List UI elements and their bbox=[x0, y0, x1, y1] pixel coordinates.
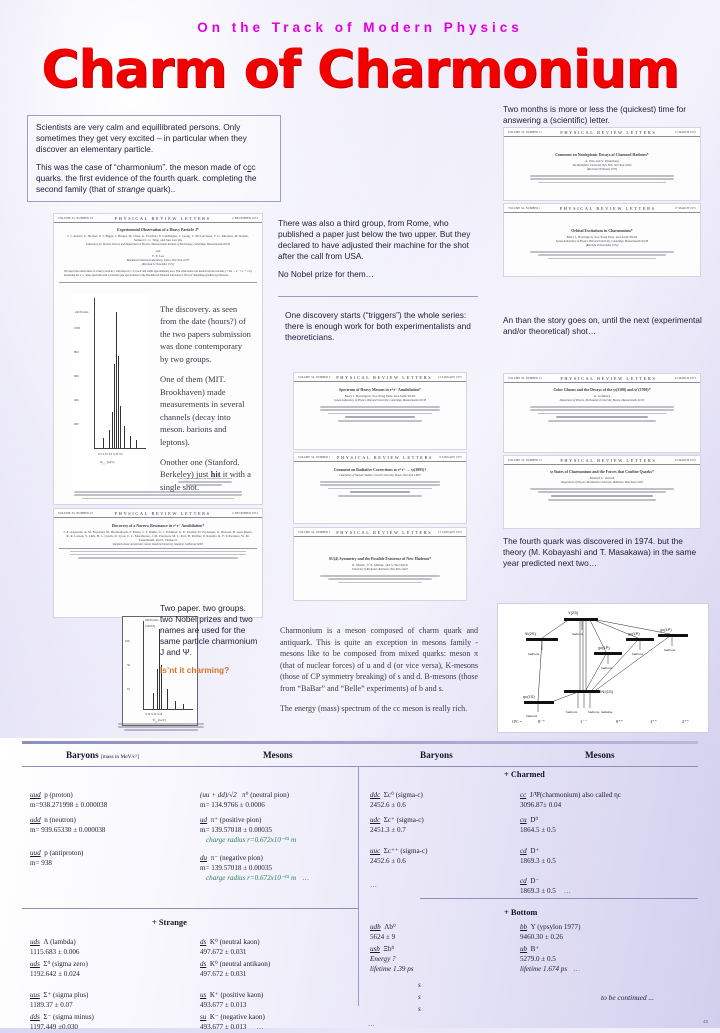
row-sigma-c-0 bbox=[370, 790, 423, 810]
particle-mass: m= 939.65330 ± 0.000038 bbox=[30, 826, 106, 835]
note-fourth-quark bbox=[503, 536, 703, 569]
label-chi-c2: χc(1P) bbox=[660, 627, 672, 632]
particle-mass: 493.677 ± 0.013 bbox=[200, 1001, 247, 1010]
paper-scan-su4-symmetry bbox=[293, 527, 467, 601]
section-strange: + Strange bbox=[152, 918, 187, 927]
row-sigma-c-plus bbox=[370, 815, 424, 835]
particle-mass: 1197.449 ±0.030 bbox=[30, 1023, 78, 1032]
particle-mass: Energy ? bbox=[370, 955, 396, 964]
ellipsis: … bbox=[302, 874, 310, 883]
paper-institution: University of Rochester, Rochester, New York 14627 bbox=[352, 568, 408, 571]
paper-authors: Barry J. Harrington, Soo Yong Park, and Asim Yildiz bbox=[344, 394, 416, 398]
note-one-discovery bbox=[285, 310, 483, 343]
discovery-p3 bbox=[160, 456, 252, 493]
quark-content: us bbox=[200, 991, 207, 999]
particle-name: Λ (lambda) bbox=[43, 938, 76, 946]
decay-label: hadrons, radiative bbox=[588, 710, 613, 714]
paper-abstract-blur bbox=[304, 481, 456, 497]
paper-title: Orbital Excitations in Charmonium* bbox=[571, 229, 633, 233]
col-header-baryons-1 bbox=[66, 750, 139, 760]
decay-label: hadrons bbox=[566, 710, 578, 714]
paper-authors: J. J. Aubert, U. Becker, P. J. Biggs, J. Burger, M. Chen, G. Everhart, P. Goldhagen, J. Leong, T. McCorriston, T. G. Rhoades, M. Rohde, Samuel C. C. Ting, and Sau Lan Wu bbox=[67, 234, 249, 242]
charming-question: Is’nt it charming? bbox=[160, 664, 230, 675]
particle-mass: 1192.642 ± 0.024 bbox=[30, 970, 80, 979]
paper-abstract-blur bbox=[304, 406, 456, 422]
paper-institution: Lyman Laboratory of Physics, Harvard University, Cambridge, Massachusetts 02138 bbox=[556, 240, 648, 243]
particle-mass: m= 134.9766 ± 0.0006 bbox=[200, 801, 265, 810]
col-header-label: Baryons bbox=[66, 750, 99, 760]
quark-content: cd bbox=[520, 877, 527, 885]
paper-masthead bbox=[54, 509, 262, 518]
decay-label: hadrons bbox=[601, 666, 613, 670]
paper-received: (Received 12 November 1974) bbox=[141, 263, 175, 266]
charmonium-level-diagram bbox=[497, 603, 709, 733]
quark-content: udd bbox=[30, 816, 41, 824]
label-chi-c1: χc(1P) bbox=[628, 631, 640, 636]
quark-content: usb bbox=[370, 945, 380, 953]
discovery-column bbox=[160, 303, 252, 501]
quark-content: uds bbox=[30, 938, 40, 946]
col-header-mesons-1: Mesons bbox=[263, 750, 293, 760]
quark-content: ds bbox=[200, 938, 207, 946]
paper-journal: PHYSICAL REVIEW LETTERS bbox=[336, 375, 433, 380]
note-two-months bbox=[503, 104, 708, 126]
row-k0 bbox=[200, 937, 260, 957]
note-no-nobel-text: No Nobel prize for them… bbox=[278, 268, 374, 279]
particle-mass: m= 139.57018 ± 0.00035 bbox=[200, 826, 272, 835]
paper-masthead bbox=[294, 373, 466, 382]
paper-volume: VOLUME 34, NUMBER 1 bbox=[508, 207, 541, 210]
table-strange-rule bbox=[22, 908, 358, 909]
paper-abstract-blur bbox=[514, 175, 690, 183]
particle-name: D⁻ bbox=[530, 877, 540, 885]
paper-author-2: Y. Y. Lee bbox=[151, 254, 165, 258]
paper-authors: R. Okubo, V. S. Mathur, and S. Borchardt bbox=[352, 563, 408, 567]
paper-figure-psi-peak: 340 Events (\u03c3) 100 50 10 3.10 3.12 3.14 $E_{cm}$ (GeV) bbox=[112, 612, 210, 732]
page-number: 48 bbox=[702, 1019, 708, 1024]
paper-date: 13 JANUARY 1975 bbox=[438, 376, 462, 379]
paper-authors: A. Pais and V. Rittenberg bbox=[585, 159, 619, 163]
particle-mass: 1864.5 ± 0.5 bbox=[520, 826, 556, 835]
row-sigma-minus bbox=[30, 1012, 94, 1032]
note-story-goes-on-text: An than the story goes on, until the next (experimental and/or theoretical) shot… bbox=[503, 315, 702, 336]
paper-authors: Richard C. Arnold bbox=[589, 476, 615, 480]
paper-abstract-blur bbox=[304, 575, 456, 583]
jpc-value: 1⁻⁻ bbox=[580, 719, 588, 724]
quark-content: udc bbox=[370, 816, 381, 824]
discovery-p2: One of them (MIT. Brookhaven) made measurements in several channels (decay into meson. barions and leptons). bbox=[160, 374, 245, 447]
quark-content: ub bbox=[520, 945, 528, 953]
paper-institution: Lyman Laboratory of Physics, Harvard University, Cambridge, Massachusetts 02138 bbox=[334, 399, 426, 402]
paper-masthead bbox=[54, 214, 262, 223]
charmonium-description bbox=[280, 625, 478, 722]
two-papers-note bbox=[160, 603, 260, 676]
intro-p2-b: c quarks. the first evidence of the fourth quark. completing the second family (that of bbox=[36, 161, 257, 194]
paper-date: 17 MARCH 1975 bbox=[674, 131, 696, 134]
table-header-rule bbox=[22, 766, 698, 767]
paper-journal: PHYSICAL REVIEW LETTERS bbox=[559, 206, 656, 211]
paper-authors: A. Goldberg bbox=[593, 394, 611, 398]
particle-name: Σ⁰ (sigma zero) bbox=[43, 960, 88, 968]
paper-volume: VOLUME 34, NUMBER 2 bbox=[298, 531, 331, 534]
paper-volume: VOLUME 34, NUMBER 12 bbox=[508, 377, 542, 380]
ellipsis: … bbox=[563, 887, 571, 896]
particle-mass: 493.677 ± 0.013 bbox=[200, 1023, 247, 1032]
quark-content: uud bbox=[30, 849, 41, 857]
table-vertical-rule bbox=[358, 766, 359, 1006]
paper-scan-spectrum-heavy-mesons bbox=[293, 372, 467, 450]
row-lambda bbox=[30, 937, 79, 957]
row-k0-bar bbox=[200, 959, 270, 979]
discovery-p3-hit: hit bbox=[210, 469, 221, 480]
table-bottom-rule bbox=[420, 898, 698, 899]
paper-title: SU(4) Symmetry and the Possible Existence of New Hadrons* bbox=[328, 557, 432, 561]
row-k-plus bbox=[200, 990, 263, 1010]
paper-received: (Received 16 December 1974) bbox=[585, 244, 619, 247]
particle-mass: 2452.6 ± 0.6 bbox=[370, 801, 406, 810]
particle-name: K⁻ (negative kaon) bbox=[209, 1013, 265, 1021]
paper-authors: J.-E. Augustin, A. M. Boyarski, M. Breidenbach, F. Bulos, J. T. Dakin, G. J. Feldman, G. E. Fischer, D. Fryberger, G. Hanson, B. Jean-Marie, R. R. Larsen, V. Lüth, H. L. Lynch, D. Lyon, C. C. Morehouse, J. M. Paterson, M. L. Perl, B. Richter, P. Rapidis, R. F. Schwitters, W. M. Tanenbaum, and F. Vannucci bbox=[63, 530, 253, 542]
paper-title: ψ States of Charmonium and the Forces that Confine Quarks* bbox=[550, 470, 654, 474]
jpc-value: 2⁺⁺ bbox=[682, 719, 690, 724]
decay-label: hadrons bbox=[572, 632, 584, 636]
paper-scan-orbital-excitations bbox=[503, 203, 701, 277]
row-neutron bbox=[30, 815, 105, 835]
particle-mass: 9460.30 ± 0.26 bbox=[520, 933, 563, 942]
particle-mass: 2451.3 ± 0.7 bbox=[370, 826, 406, 835]
intro-text-box bbox=[27, 115, 281, 202]
quark-content: uds bbox=[30, 960, 40, 968]
paper-title: Discovery of a Narrow Resonance in e⁺e⁻ Annihilation* bbox=[111, 524, 205, 528]
row-pi0 bbox=[200, 790, 289, 810]
to-be-continued: to be continued ... bbox=[601, 993, 654, 1002]
label-y2s: Y(2S) bbox=[568, 610, 579, 615]
particle-name: π⁰ (neutral pion) bbox=[242, 791, 290, 799]
paper-journal: PHYSICAL REVIEW LETTERS bbox=[114, 511, 211, 516]
paper-scan-nonleptonic-decays bbox=[503, 127, 701, 201]
paper-date: 13 JANUARY 1975 bbox=[438, 531, 462, 534]
paper-abstract-blur bbox=[514, 488, 690, 501]
row-xi-b bbox=[370, 944, 414, 974]
particle-name: K⁰ (neutral antikaon) bbox=[209, 960, 271, 968]
row-d-plus bbox=[520, 846, 556, 866]
row-k-minus bbox=[200, 1012, 265, 1033]
divider-rule bbox=[278, 296, 478, 297]
paper-scan-narrow-resonance bbox=[53, 508, 263, 618]
quark-content: ds bbox=[200, 960, 207, 968]
paper-journal: PHYSICAL REVIEW LETTERS bbox=[560, 458, 657, 463]
note-third-group-text: There was also a third group, from Rome, who published a paper just below the two upper. But they declared to have adjusted their machine for the shot after the call from USA. bbox=[278, 218, 471, 261]
quark-content: udb bbox=[370, 923, 381, 931]
particle-name: K⁰ (neutral kaon) bbox=[209, 938, 260, 946]
paper-abstract-blur bbox=[514, 251, 690, 259]
paper-volume: VOLUME 34, NUMBER 1 bbox=[298, 456, 331, 459]
paper-journal: PHYSICAL REVIEW LETTERS bbox=[336, 530, 433, 535]
paper-institution-2: Brookhaven National Laboratory, Upton, New York 11973 bbox=[126, 259, 190, 262]
quark-content: (uu + dd)/√2 bbox=[200, 791, 237, 799]
particle-name: D⁺ bbox=[530, 847, 540, 855]
paper-masthead bbox=[504, 204, 700, 213]
particle-mass: m= 938 bbox=[30, 859, 52, 868]
row-d0 bbox=[520, 815, 556, 835]
quark-content: ud bbox=[200, 816, 208, 824]
particle-mass: 1115.683 ± 0.006 bbox=[30, 948, 80, 957]
particle-name: B⁺ bbox=[530, 945, 540, 953]
intro-paragraph-1: Scientists are very calm and equillibrated persons. Only sometimes they get very excited – in particular when they discover an elementary particle. bbox=[36, 122, 247, 154]
decay-label: hadrons bbox=[664, 648, 676, 652]
particle-mass: 5279.0 ± 0.5 bbox=[520, 955, 556, 964]
paper-date: 24 MARCH 1975 bbox=[674, 459, 696, 462]
paper-institution: Department of Physics, Brookhaven University, Baltimore, Maryland 21218 bbox=[561, 481, 643, 484]
quark-content: uud bbox=[30, 791, 41, 799]
paper-volume: VOLUME 34, NUMBER 12 bbox=[508, 459, 542, 462]
discovery-p1: The discovery. as seen from the date (hours?) of the two papers submission was done contemporary by two groups. bbox=[160, 304, 251, 364]
charmonium-p1: Charmonium is a meson composed of charm quark and antiquark. This is quite an exception in mesons family - mesons like to be composed from mixed quarks: meson π (that of nuclear forces) of u and d (or vice versa), K-mesons (those of CP symmetry breaking) of s and d. B-mesons (those from “BaBar” and “Belle” experiments) of b and s. bbox=[280, 626, 478, 693]
bottom-baryon-s-3: s bbox=[418, 1005, 421, 1013]
ellipsis: … bbox=[573, 965, 581, 974]
particle-extra: charge radius r=0.672x10⁻¹⁵ m bbox=[206, 836, 297, 845]
strange-italic: strange bbox=[117, 183, 145, 194]
charmonium-p2: The energy (mass) spectrum of the cc meson is really rich. bbox=[280, 703, 468, 713]
particle-mass: 3096.87± 0.04 bbox=[520, 801, 562, 810]
particle-mass: 5624 ± 9 bbox=[370, 933, 396, 942]
section-charmed: + Charmed bbox=[504, 770, 545, 779]
kicker-title: On the Track of Modern Physics bbox=[197, 20, 523, 35]
quark-content: cc bbox=[520, 791, 527, 799]
paper-title: Experimental Observation of a Heavy Particle J* bbox=[117, 228, 199, 232]
quark-content: dds bbox=[30, 1013, 40, 1021]
paper-abstract-blur bbox=[514, 406, 690, 422]
paper-date: 2 DECEMBER 1974 bbox=[232, 217, 258, 220]
particle-name: Σc⁺ (sigma-c) bbox=[383, 816, 424, 824]
paper-date: 2 DECEMBER 1974 bbox=[232, 512, 258, 515]
particle-name: Λb⁰ bbox=[384, 923, 396, 931]
decay-label: hadrons bbox=[526, 714, 538, 718]
ellipsis: … bbox=[368, 1020, 375, 1028]
paper-journal: PHYSICAL REVIEW LETTERS bbox=[336, 455, 434, 460]
particle-name: Σ⁺ (sigma plus) bbox=[43, 991, 89, 999]
quark-content: du bbox=[200, 854, 208, 862]
paper-title: Spectrum of Heavy Mesons in e⁺e⁻ Annihilation* bbox=[339, 388, 421, 392]
paper-volume: VOLUME 33, NUMBER 23 bbox=[58, 217, 94, 220]
particle-table bbox=[0, 738, 720, 1032]
decay-label: hadrons bbox=[632, 652, 644, 656]
section-bottom: + Bottom bbox=[504, 908, 538, 917]
note-third-group bbox=[278, 218, 483, 280]
paper-institution: Department of Physics, Northeastern University, Boston, Massachusetts 02115 bbox=[559, 399, 645, 402]
jpc-value: 0⁻⁺ bbox=[538, 719, 546, 724]
row-d-minus bbox=[520, 876, 571, 897]
jpc-value: 1⁺⁺ bbox=[650, 719, 658, 724]
particle-extra: charge radius r=0.672x10⁻¹⁵ m bbox=[206, 874, 297, 883]
row-pi-minus bbox=[200, 853, 309, 884]
row-sigma-zero bbox=[30, 959, 88, 979]
paper-volume: VOLUME 33, NUMBER 23 bbox=[58, 512, 94, 515]
paper-scan-psi-states-confinement bbox=[503, 455, 701, 529]
bottom-baryon-s-1: s bbox=[418, 981, 421, 989]
particle-name: p (proton) bbox=[44, 791, 73, 799]
particle-name: π⁺ (positive pion) bbox=[210, 816, 262, 824]
particle-mass: 497.672 ± 0.031 bbox=[200, 970, 247, 979]
particle-name: p (antiproton) bbox=[44, 849, 84, 857]
quark-content: su bbox=[200, 1013, 207, 1021]
paper-scan-radiative-corrections bbox=[293, 452, 467, 524]
note-two-months-text: Two months is more or less the (quickest) time for answering a (scientific) letter. bbox=[503, 104, 687, 125]
paper-abstract: We report the observation of a heavy particle J, with mass m = 3.1 GeV and width approximately zero. The observation was made from the reaction p + Be → e⁺ + e⁻ + x by measuring the e⁺e⁻ mass spectrum with a precision pair spectrometer at the Brookhaven National Laboratory's 30-GeV alternating-gradient synchrotron. bbox=[64, 270, 252, 277]
paper-masthead bbox=[504, 374, 700, 383]
note-one-discovery-text: One discovery starts (“triggers”) the whole series: there is enough work for both experimentalists and theoreticians. bbox=[285, 310, 471, 342]
row-sigma-plus bbox=[30, 990, 88, 1010]
particle-mass: 1869.3 ± 0.5 bbox=[520, 857, 556, 866]
particle-name: Σ⁻ (sigma minus) bbox=[43, 1013, 94, 1021]
row-lambda-b bbox=[370, 922, 396, 942]
paper-volume: VOLUME 34, NUMBER 2 bbox=[298, 376, 331, 379]
jpc-axis-label: J PC = bbox=[512, 720, 522, 724]
decay-label: hadrons bbox=[528, 652, 540, 656]
particle-mass: 1189.37 ± 0.07 bbox=[30, 1001, 73, 1010]
particle-extra: lifetime 1.39 ps bbox=[370, 965, 414, 974]
paper-masthead bbox=[294, 528, 466, 537]
col-header-mesons-2: Mesons bbox=[585, 750, 615, 760]
particle-mass: 2452.6 ± 0.6 bbox=[370, 857, 406, 866]
particle-name: D⁰ bbox=[530, 816, 539, 824]
particle-name: Σc⁺⁺ (sigma-c) bbox=[383, 847, 428, 855]
paper-date: 6 JANUARY 1975 bbox=[439, 456, 462, 459]
discovery-p3-b: it with a single shot. bbox=[160, 469, 251, 492]
paper-title: Comment on Radiative Corrections to e⁺e⁻ → ψ(3095)† bbox=[333, 468, 427, 472]
intro-paragraph-2 bbox=[36, 162, 272, 195]
ellipsis: … bbox=[256, 1023, 264, 1032]
paper-masthead bbox=[294, 453, 466, 462]
paper-journal: PHYSICAL REVIEW LETTERS bbox=[560, 376, 657, 381]
paper-masthead bbox=[504, 128, 700, 137]
particle-extra: lifetime 1.674 ps bbox=[520, 965, 568, 974]
row-pi-plus bbox=[200, 815, 296, 845]
anti-c-quark: c bbox=[247, 161, 252, 172]
paper-title: Comment on Nonleptonic Decays of Charmed Hadrons* bbox=[555, 153, 649, 157]
paper-and: and bbox=[155, 249, 161, 253]
paper-journal: PHYSICAL REVIEW LETTERS bbox=[114, 216, 211, 221]
row-proton bbox=[30, 790, 107, 810]
paper-date: 17 MARCH 1975 bbox=[674, 207, 696, 210]
quark-content: uuc bbox=[370, 847, 381, 855]
two-papers-text: Two paper. two groups. two Nobel prizes and two names are used for the same particle charmonium J and Ψ. bbox=[160, 603, 258, 657]
paper-institution: The Rockefeller University, New York, New York 10021 bbox=[572, 164, 632, 167]
row-b-plus bbox=[520, 944, 580, 975]
paper-journal: PHYSICAL REVIEW LETTERS bbox=[560, 130, 657, 135]
particle-name: n (neutron) bbox=[44, 816, 76, 824]
label-jpsi: J/Ψ(1S) bbox=[599, 689, 614, 694]
quark-content: cu bbox=[520, 816, 527, 824]
quark-content: uus bbox=[30, 991, 40, 999]
paper-authors: Barry J. Harrington, Soo Yong Park, and Asim Yildiz bbox=[566, 235, 638, 239]
paper-volume: VOLUME 34, NUMBER 11 bbox=[508, 131, 542, 134]
paper-institution: Laboratory for Nuclear Science and Department of Physics, Massachusetts Institute of Technology, Cambridge, Massachusetts 02139 bbox=[85, 243, 231, 246]
row-charmonium bbox=[520, 790, 621, 810]
label-psi2s: Ψ(2S) bbox=[525, 631, 536, 636]
row-antiproton bbox=[30, 848, 83, 868]
col-header-baryons-2: Baryons bbox=[420, 750, 453, 760]
table-top-bar bbox=[22, 741, 698, 744]
paper-institution: Stanford Linear Accelerator Center, Stanford University, Stanford, California 94305 bbox=[112, 543, 204, 546]
paper-title: Color Gluons and the Decays of the ψ(3100) and ψ′(3700)* bbox=[553, 388, 651, 392]
col-header-unit: [mass in MeV/c²] bbox=[100, 754, 139, 760]
particle-mass: m= 139.57018 ± 0.00035 bbox=[200, 864, 272, 873]
note-story-goes-on bbox=[503, 315, 703, 337]
quark-content: ddc bbox=[370, 791, 381, 799]
discovery-p3-a: Onother one (Stanford. Berkeley) just bbox=[160, 456, 240, 480]
paper-figure-mass-spectrum: 242 Events 1000 800 600 400 200 2.5 2.75 3.0 3.25 3.5 $m_{e+e-}$ [GeV] bbox=[72, 294, 150, 492]
note-fourth-quark-text: The fourth quark was discovered in 1974. but the theory (M. Kobayashi and T. Masakawa) in the same year predicted next two… bbox=[503, 536, 697, 568]
particle-name: π⁻ (negative pion) bbox=[210, 854, 263, 862]
paper-date: 24 MARCH 1975 bbox=[674, 377, 696, 380]
particle-name: Υ (ypsylon 1977) bbox=[530, 923, 581, 931]
intro-p2-a: This was the case of “charmonium”. the meson made of c bbox=[36, 161, 248, 172]
paper-received: (Received 3 February 1975) bbox=[586, 168, 618, 171]
particle-name: Ξb⁰ bbox=[383, 945, 395, 953]
page-title: Charm of Charmonium bbox=[41, 40, 679, 100]
paper-scan-color-gluons bbox=[503, 373, 701, 453]
intro-p2-c: quark).. bbox=[144, 183, 176, 194]
quark-content: cd bbox=[520, 847, 527, 855]
particle-name: Σc⁰ (sigma-c) bbox=[383, 791, 423, 799]
paper-institution: Laboratory of Nuclear Studies, Cornell University, Ithaca, New York 14853 bbox=[339, 474, 421, 477]
quark-content: bb bbox=[520, 923, 528, 931]
paper-masthead bbox=[504, 456, 700, 465]
particle-mass: m=938.271998 ± 0.000038 bbox=[30, 801, 108, 810]
ellipsis: … bbox=[370, 881, 377, 889]
particle-mass: 497.672 ± 0.031 bbox=[200, 948, 247, 957]
particle-name: K⁺ (positive kaon) bbox=[209, 991, 264, 999]
jpc-value: 0⁺⁺ bbox=[616, 719, 624, 724]
label-chi-c0: χc(1P) bbox=[598, 645, 610, 650]
particle-mass: 1869.3 ± 0.5 bbox=[520, 887, 556, 896]
bottom-baryon-s-2: s bbox=[418, 993, 421, 1001]
label-eta-c1s: ηc(1S) bbox=[523, 694, 535, 699]
row-sigma-c-plusplus bbox=[370, 846, 428, 866]
particle-name: J/Ψ(charmonium) also called ηc bbox=[529, 791, 621, 799]
row-upsilon bbox=[520, 922, 580, 942]
